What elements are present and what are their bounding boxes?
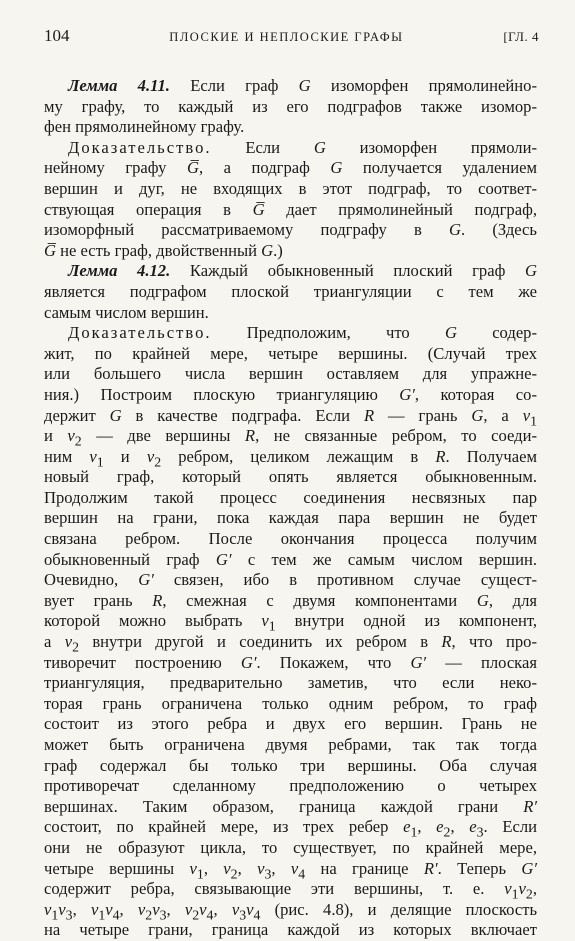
text-line: они не образуют цикла, то существует, по крайней мере, [44, 837, 537, 857]
text-line: содержит ребра, связывающие эти вершины, т. е. $v_1v_2$, [44, 879, 537, 902]
text-line: состоит, по крайней мере, из трех ребер $e_1$, $e_2$, $e_3$. Если [44, 817, 537, 840]
page-number: 104 [44, 26, 70, 45]
text-line: тиворечит построению G′. Покажем, что G′ — плоская [44, 652, 537, 672]
text-line: торая грань ограничена только одним ребром, то граф [44, 693, 537, 713]
text-line: вершинах. Таким образом, граница каждой грани R′ [44, 796, 537, 816]
text-line: му графу, то каждый из его подграфов также изомор- [44, 96, 537, 116]
text-line: новый граф, который опять является обыкновенным. [44, 467, 537, 487]
text-line: граф содержал бы только три вершины. Оба случая [44, 755, 537, 775]
text-line: ним $v_1$ и $v_2$ ребром, целиком лежащим в R. Получаем [44, 446, 537, 469]
text-line: фен прямолинейному графу. [44, 117, 245, 137]
text-line: может быть ограничена двумя ребрами, так так тогда [44, 735, 537, 754]
text-line: Очевидно, G′ связен, ибо в противном случае сущест- [44, 570, 538, 590]
text-line: жит, по крайней мере, четыре вершины. (Случай трех [44, 343, 537, 363]
text-line: вует грань R, смежная с двумя компонентами G, для [44, 590, 537, 610]
text-line: ствующая операция в G̅ дает прямолинейный подграф, [44, 199, 537, 219]
text-line: Доказательство. Если G изоморфен прямоли- [68, 137, 537, 157]
running-title: ПЛОСКИЕ И НЕПЛОСКИЕ ГРАФЫ [169, 30, 404, 44]
text-line: четыре вершины $v_1$, $v_2$, $v_3$, $v_4$ на границе R′. Теперь G′ [44, 858, 538, 881]
text-line: а $v_2$ внутри другой и соединить их ребром в R, что про- [44, 632, 537, 655]
text-line: триангуляция, предварительно заметив, что если неко- [44, 673, 537, 693]
text-line: на четыре грани, граница каждой из которых включает [44, 920, 537, 940]
text-line: противоречат сделанному предположению о четырех [44, 776, 537, 796]
text-line: которой можно выбрать $v_1$ внутри одной из компонент, [44, 611, 537, 634]
running-head [44, 26, 539, 46]
text-line: самым числом вершин. [44, 302, 209, 322]
text-line: вершин и дуг, не входящих в этот подграф, то соответ- [44, 178, 537, 198]
text-line: ния.) Построим плоскую триангуляцию G′, которая со- [44, 384, 537, 404]
text-line: G̅ не есть граф, двойственный G.) [44, 240, 283, 260]
page-body [44, 76, 537, 941]
text-line: держит G в качестве подграфа. Если R — грань G, а $v_1$ [44, 405, 537, 428]
text-line: и $v_2$ — две вершины R, не связанные ребром, то соеди- [44, 426, 537, 449]
text-line: состоит из этого ребра и двух его вершин. Грань не [44, 714, 537, 734]
text-line: вершин на грани, пока каждая пара вершин не будет [44, 508, 537, 528]
text-line: Продолжим такой процесс соединения несвязных пар [44, 487, 537, 507]
text-line: Лемма 4.12. Каждый обыкновенный плоский граф G [68, 261, 537, 281]
text-line: или большего числа вершин оставляем для упражне- [44, 364, 537, 384]
text-line: нейному графу G̅, а подграф G получается удалением [44, 158, 537, 178]
chapter-marker: [ГЛ. 4 [503, 29, 539, 44]
text-line: обыкновенный граф G′ с тем же самым числом вершин. [44, 549, 537, 569]
text-line: Лемма 4.11. Если граф G изоморфен прямолинейно- [68, 76, 537, 95]
text-line: Доказательство. Предположим, что G содер- [68, 323, 538, 343]
text-line: изоморфный рассматриваемому подграфу в G. (Здесь [44, 220, 537, 240]
text-line: связана ребром. После окончания процесса получим [44, 529, 537, 549]
text-line: $v_1v_3$, $v_1v_4$, $v_2v_3$, $v_2v_4$, $v_3v_4$ (рис. 4.8), и делящие плоскость [44, 899, 538, 923]
text-line: является подграфом плоской триангуляции с тем же [44, 281, 537, 301]
